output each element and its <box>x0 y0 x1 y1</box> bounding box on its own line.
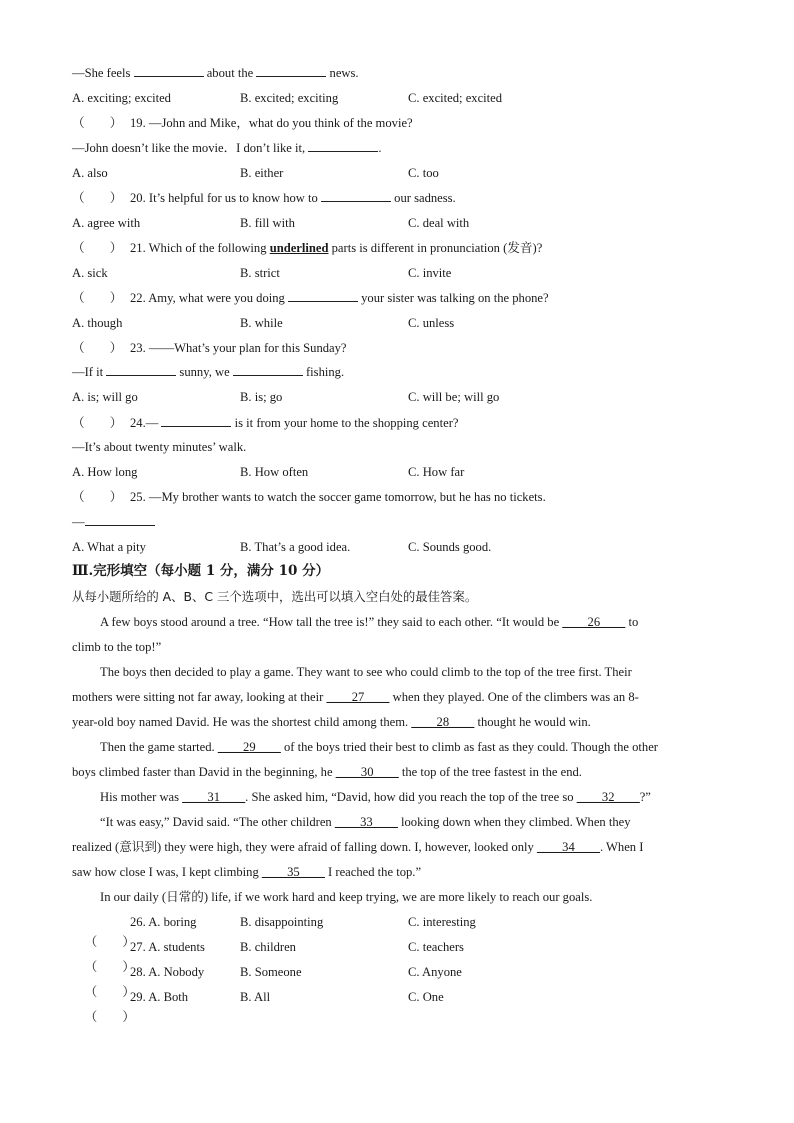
q21-options <box>72 263 712 283</box>
answer-paren: （ ） <box>72 116 123 130</box>
passage-text: I reached the top.” <box>324 865 422 879</box>
q24-stem-part: 24.— <box>130 416 162 430</box>
option-a: A. exciting; excited <box>72 91 171 105</box>
option-a: A. though <box>72 316 123 330</box>
answer-blank <box>161 413 231 427</box>
q23-stem <box>72 338 347 358</box>
passage-line <box>100 812 631 832</box>
answer-paren: （ ） <box>84 985 135 999</box>
option-c: C. teachers <box>408 940 464 954</box>
q23-reply-part: fishing. <box>302 365 345 379</box>
passage-text: boys climbed faster than David in the beginning, he <box>72 765 336 779</box>
q19-reply-part: —John doesn’t like the movie．I don’t like it, <box>72 141 309 155</box>
blank-28: ____28____ <box>411 715 475 729</box>
passage-line <box>100 787 651 807</box>
q20-stem-part: 20. It’s helpful for us to know how to <box>130 191 321 205</box>
q19-reply <box>72 138 382 158</box>
q21-stem-part: 21. Which of the following <box>130 241 270 255</box>
q24-reply: —It’s about twenty minutes’ walk. <box>72 440 247 454</box>
q18-stem-part: news. <box>326 66 359 80</box>
option-a: 26. A. boring <box>130 915 197 929</box>
q21-stem-part: parts is different in pronunciation (发音)? <box>328 241 543 255</box>
q20-options <box>72 213 712 233</box>
passage-line <box>72 712 591 732</box>
answer-paren: （ ） <box>72 490 123 504</box>
passage-text: looking down when they climbed. When they <box>397 815 631 829</box>
answer-paren: （ ） <box>72 291 123 305</box>
option-a: A. How long <box>72 465 138 479</box>
passage-text: Then the game started. <box>100 740 218 754</box>
option-b: B. strict <box>240 266 280 280</box>
passage-text: the top of the tree fastest in the end. <box>398 765 582 779</box>
option-b: B. either <box>240 166 284 180</box>
q22-stem-part: your sister was talking on the phone? <box>357 291 549 305</box>
passage-text: “It was easy,” David said. “The other children <box>100 815 335 829</box>
q18-options <box>72 88 712 108</box>
q25-options <box>72 537 712 557</box>
q24-options <box>72 462 712 482</box>
q22-stem-part: 22. Amy, what were you doing <box>130 291 288 305</box>
option-c: C. invite <box>408 266 452 280</box>
q19-stem-text: 19. —John and Mike，what do you think of the movie? <box>130 116 413 130</box>
answer-blank <box>134 63 204 77</box>
q18-stem-part: about the <box>203 66 257 80</box>
passage-text: saw how close I was, I kept climbing <box>72 865 262 879</box>
answer-paren: （ ） <box>72 416 123 430</box>
blank-29: ____29____ <box>217 740 281 754</box>
answer-blank <box>256 63 326 77</box>
blank-35: ____35____ <box>261 865 325 879</box>
option-a: 28. A. Nobody <box>130 965 205 979</box>
option-b: B. excited; exciting <box>240 91 339 105</box>
blank-34: ____34____ <box>536 840 600 854</box>
passage-text: His mother was <box>100 790 183 804</box>
underlined-word: underlined <box>269 241 329 255</box>
blank-27: ____27____ <box>326 690 390 704</box>
answer-paren: （ ） <box>72 191 123 205</box>
passage-text: mothers were sitting not far away, looking at their <box>72 690 327 704</box>
option-a: A. sick <box>72 266 108 280</box>
answer-paren: （ ） <box>72 341 123 355</box>
blank-33: ____33____ <box>334 815 398 829</box>
q25-reply-dash: — <box>72 515 85 529</box>
q23-options <box>72 387 712 407</box>
q19-options <box>72 163 712 183</box>
passage-line <box>100 612 638 632</box>
passage-text: when they played. One of the climbers was an 8- <box>389 690 639 704</box>
passage-text: of the boys tried their best to climb as fast as they could. Though the other <box>280 740 658 754</box>
q19-stem <box>72 113 413 133</box>
answer-paren: （ ） <box>72 241 123 255</box>
passage-text: . She asked him, “David, how did you reach the top of the tree so <box>245 790 577 804</box>
option-c: C. interesting <box>408 915 476 929</box>
option-c: C. will be; will go <box>408 390 500 404</box>
passage-line: The boys then decided to play a game. They want to see who could climb to the top of the tree first. Their <box>100 665 632 679</box>
passage-line <box>100 737 658 757</box>
q22-options <box>72 313 712 333</box>
passage-text: realized (意识到) they were high, they were afraid of falling down. I, however, looked only <box>72 840 537 854</box>
q19-reply-part: . <box>378 141 382 155</box>
option-a: A. also <box>72 166 108 180</box>
blank-31: ____31____ <box>182 790 246 804</box>
q20-stem <box>72 188 456 208</box>
answer-blank <box>85 512 155 526</box>
blank-26: ____26____ <box>562 615 626 629</box>
option-b: B. disappointing <box>240 915 324 929</box>
option-a: 27. A. students <box>130 940 205 954</box>
option-a: A. agree with <box>72 216 141 230</box>
answer-blank <box>288 288 358 302</box>
option-b: B. is; go <box>240 390 283 404</box>
option-c: C. too <box>408 166 439 180</box>
section-3-instruction: 从每小题所给的 A、B、C 三个选项中，选出可以填入空白处的最佳答案。 <box>72 589 478 604</box>
passage-text: thought he would win. <box>474 715 591 729</box>
passage-line: In our daily (日常的) life, if we work hard and keep trying, we are more likely to reach our goals. <box>100 890 593 904</box>
q18-stem-part: —She feels <box>72 66 134 80</box>
passage-text: A few boys stood around a tree. “How tall the tree is!” they said to each other. “It would be <box>100 615 563 629</box>
passage-line: climb to the top!” <box>72 640 162 654</box>
option-c: C. deal with <box>408 216 470 230</box>
q29-row <box>72 987 712 1024</box>
passage-text: year-old boy named David. He was the shortest child among them. <box>72 715 412 729</box>
answer-blank <box>308 138 378 152</box>
answer-blank <box>233 362 303 376</box>
passage-line <box>72 862 421 882</box>
q24-stem-part: is it from your home to the shopping center? <box>231 416 459 430</box>
option-b: B. while <box>240 316 283 330</box>
answer-blank <box>321 188 391 202</box>
passage-text: ?” <box>639 790 651 804</box>
passage-line <box>72 687 639 707</box>
q21-stem <box>72 238 542 258</box>
option-c: C. excited; excited <box>408 91 503 105</box>
blank-32: ____32____ <box>576 790 640 804</box>
q23-reply-part: sunny, we <box>176 365 233 379</box>
q24-stem <box>72 413 458 433</box>
section-3-title: Ⅲ.完形填空（每小题 1 分，满分 10 分） <box>72 563 330 579</box>
option-b: B. That’s a good idea. <box>240 540 351 554</box>
option-a: A. What a pity <box>72 540 146 554</box>
option-c: C. How far <box>408 465 465 479</box>
passage-text: . When I <box>599 840 644 854</box>
passage-line <box>72 762 582 782</box>
option-a: A. is; will go <box>72 390 138 404</box>
option-b: B. Someone <box>240 965 302 979</box>
passage-line <box>72 837 643 857</box>
answer-paren: （ ） <box>84 960 135 974</box>
option-b: B. fill with <box>240 216 295 230</box>
option-a: 29. A. Both <box>130 990 189 1004</box>
option-c: C. One <box>408 990 444 1004</box>
q23-reply <box>72 362 344 382</box>
option-b: B. How often <box>240 465 309 479</box>
q23-stem-text: 23. ——What’s your plan for this Sunday? <box>130 341 347 355</box>
answer-paren: （ ） <box>84 935 135 949</box>
option-b: B. All <box>240 990 271 1004</box>
answer-paren: （ ） <box>84 1010 135 1024</box>
q25-reply <box>72 512 155 532</box>
q23-reply-part: —If it <box>72 365 107 379</box>
q25-stem <box>72 487 546 507</box>
q25-stem-text: 25. —My brother wants to watch the soccer game tomorrow, but he has no tickets. <box>130 490 546 504</box>
passage-text: to <box>625 615 639 629</box>
q22-stem <box>72 288 549 308</box>
option-b: B. children <box>240 940 296 954</box>
option-c: C. unless <box>408 316 455 330</box>
option-c: C. Sounds good. <box>408 540 492 554</box>
option-c: C. Anyone <box>408 965 462 979</box>
q18-stem <box>72 63 359 83</box>
q20-stem-part: our sadness. <box>391 191 456 205</box>
answer-blank <box>106 362 176 376</box>
blank-30: ____30____ <box>335 765 399 779</box>
